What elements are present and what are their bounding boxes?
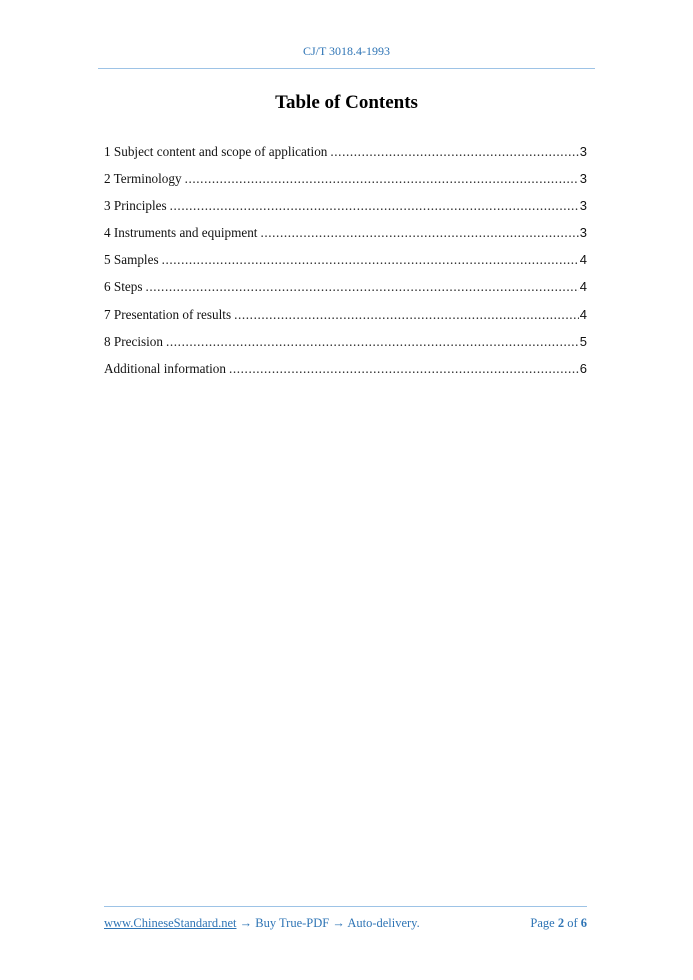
toc-entry[interactable]	[104, 278, 587, 305]
toc-dot-leader	[145, 278, 578, 296]
auto-delivery-text: Auto-delivery.	[347, 916, 420, 930]
page-word: Page	[530, 916, 555, 930]
toc-page-number: 4	[579, 279, 587, 295]
toc-entry[interactable]	[104, 251, 587, 278]
total-pages-number: 6	[580, 916, 587, 930]
toc-entry-label: 4 Instruments and equipment	[104, 225, 258, 241]
toc-page-number: 4	[579, 252, 587, 268]
toc-entry[interactable]	[104, 306, 587, 333]
header-divider	[98, 68, 595, 69]
toc-entry-label: 2 Terminology	[104, 171, 182, 187]
toc-entry[interactable]	[104, 360, 587, 387]
current-page-number: 2	[557, 916, 565, 930]
page-indicator	[530, 916, 587, 931]
running-header: CJ/T 3018.4-1993	[302, 44, 391, 58]
toc-entry[interactable]	[104, 197, 587, 224]
toc-entry-label: 5 Samples	[104, 252, 159, 268]
toc-entry[interactable]	[104, 333, 587, 360]
toc-entry[interactable]	[104, 170, 587, 197]
toc-entry[interactable]	[104, 143, 587, 170]
of-word: of	[567, 916, 578, 930]
toc-page-number: 4	[579, 306, 587, 322]
toc-dot-leader	[170, 197, 579, 215]
arrow-right-icon: →	[239, 916, 253, 930]
page-title: Table of Contents	[275, 92, 418, 113]
toc-page-number: 3	[579, 144, 587, 159]
toc-entry-label: Additional information	[104, 360, 226, 376]
toc-entry-label: 1 Subject content and scope of application	[104, 144, 328, 159]
toc-page-number: 3	[579, 225, 587, 241]
footer-promo	[104, 916, 420, 931]
toc-entry-label: 7 Presentation of results	[104, 306, 232, 322]
arrow-right-icon: →	[332, 916, 345, 930]
website-link[interactable]: www.ChineseStandard.net	[104, 916, 237, 930]
buy-pdf-text: Buy True-PDF	[255, 916, 330, 930]
toc-dot-leader	[330, 143, 578, 161]
table-of-contents	[104, 143, 587, 387]
toc-dot-leader	[185, 170, 579, 188]
toc-dot-leader	[162, 251, 579, 269]
footer-divider	[104, 906, 587, 907]
toc-dot-leader	[229, 360, 579, 378]
toc-dot-leader	[260, 224, 578, 242]
toc-page-number: 6	[579, 360, 587, 376]
toc-page-number: 3	[579, 198, 587, 214]
toc-entry-label: 3 Principles	[104, 198, 167, 214]
toc-entry[interactable]	[104, 224, 587, 251]
toc-dot-leader	[166, 333, 579, 351]
toc-entry-label: 8 Precision	[104, 333, 163, 349]
toc-dot-leader	[234, 306, 579, 324]
toc-page-number: 3	[579, 171, 587, 187]
toc-entry-label: 6 Steps	[104, 279, 143, 295]
toc-page-number: 5	[579, 333, 587, 349]
